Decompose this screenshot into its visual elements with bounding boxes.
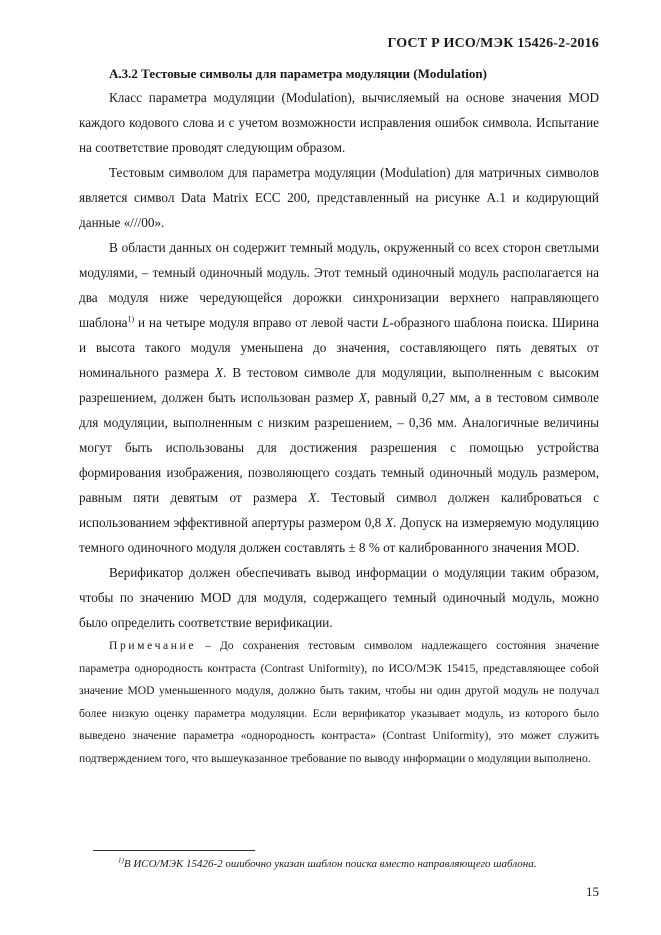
- symbol-X: X: [214, 365, 224, 380]
- paragraph-3-text-b: и на четыре модуля вправо от левой части: [134, 315, 383, 330]
- paragraph-3-text-c: -образного шаблона поиска. Ширина и высота такого модуля уменьшена до значения, составляющего пять девятых от номинального размера: [79, 315, 599, 380]
- note-label: Примечание: [109, 639, 197, 652]
- paragraph-2: Тестовым символом для параметра модуляции (Modulation) для матричных символов является символ Data Matrix ECC 200, представленный на рисунке A.1 и кодирующий данные «///00».: [79, 165, 599, 230]
- symbol-X: X: [308, 490, 317, 505]
- paragraph-3-text-d: . В тестовом символе для модуляции, выполненным с высоким разрешением, должен быть использован размер: [79, 365, 599, 405]
- symbol-X: X: [358, 390, 367, 405]
- footnote-text: В ИСО/МЭК 15426-2 ошибочно указан шаблон поиска вместо направляющего шаблона.: [123, 858, 537, 870]
- paragraph-3: [79, 235, 599, 560]
- footnote-marker: 1): [118, 856, 124, 865]
- note-text: – До сохранения тестовым символом надлежащего состояния значение параметра однородность контраста (Contrast Uniformity), по ИСО/МЭК 15415, представляющее собой значение MOD уменьшенного модуля, должно быть таким, чтобы ни один другой модуль не получал более низкую оценку параметра модуляции. Если верификатор указывает модуль, из которого было выведено значение параметра «однородность контраста» (Contrast Uniformity), это может служить подтверждением того, что вышеуказанное требование по выводу информации о модуляции выполнено.: [79, 639, 599, 765]
- footnote-reference: 1): [127, 314, 135, 324]
- symbol-L: L: [382, 315, 390, 330]
- main-content: [79, 62, 599, 770]
- footnote: [118, 856, 618, 872]
- note: [79, 635, 599, 770]
- paragraph-3-text-a: В области данных он содержит темный модуль, окруженный со всех сторон светлыми модулями, – темный одиночный модуль. Этот темный одиночный модуль располагается на два модуля ниже чередующейся дорожки синхронизации верхнего направляющего шаблона: [79, 240, 599, 330]
- standard-header: ГОСТ Р ИСО/МЭК 15426-2-2016: [387, 36, 599, 51]
- section-title: A.3.2 Тестовые символы для параметра модуляции (Modulation): [109, 66, 487, 81]
- paragraph-3-text-g: . Допуск на измеряемую модуляцию темного одиночного модуля должен составлять ± 8 % от калиброванного значения MOD.: [79, 515, 599, 555]
- page-number: 15: [586, 884, 599, 899]
- symbol-X: X: [384, 515, 394, 530]
- footnote-divider: [93, 850, 255, 851]
- paragraph-1: Класс параметра модуляции (Modulation), вычисляемый на основе значения MOD каждого кодового слова и с учетом возможности исправления ошибок символа. Испытание на соответствие проводят следующим образом.: [79, 90, 599, 155]
- paragraph-4: Верификатор должен обеспечивать вывод информации о модуляции таким образом, чтобы по значению MOD для модуля, содержащего темный одиночный модуль, можно было определить соответствие верификации.: [79, 565, 599, 630]
- paragraph-3-text-e: , равный 0,27 мм, а в тестовом символе для модуляции, выполненным с низким разрешением, – 0,36 мм. Аналогичные величины могут быть использованы для достижения разрешения с помощью устройства формирования изображения, позволяющего создать темный одиночный модуль размером, равным пяти девятым от размера: [79, 390, 599, 505]
- paragraph-3-text-f: . Тестовый символ должен калиброваться с использованием эффективной апертуры размером 0,8: [79, 490, 599, 530]
